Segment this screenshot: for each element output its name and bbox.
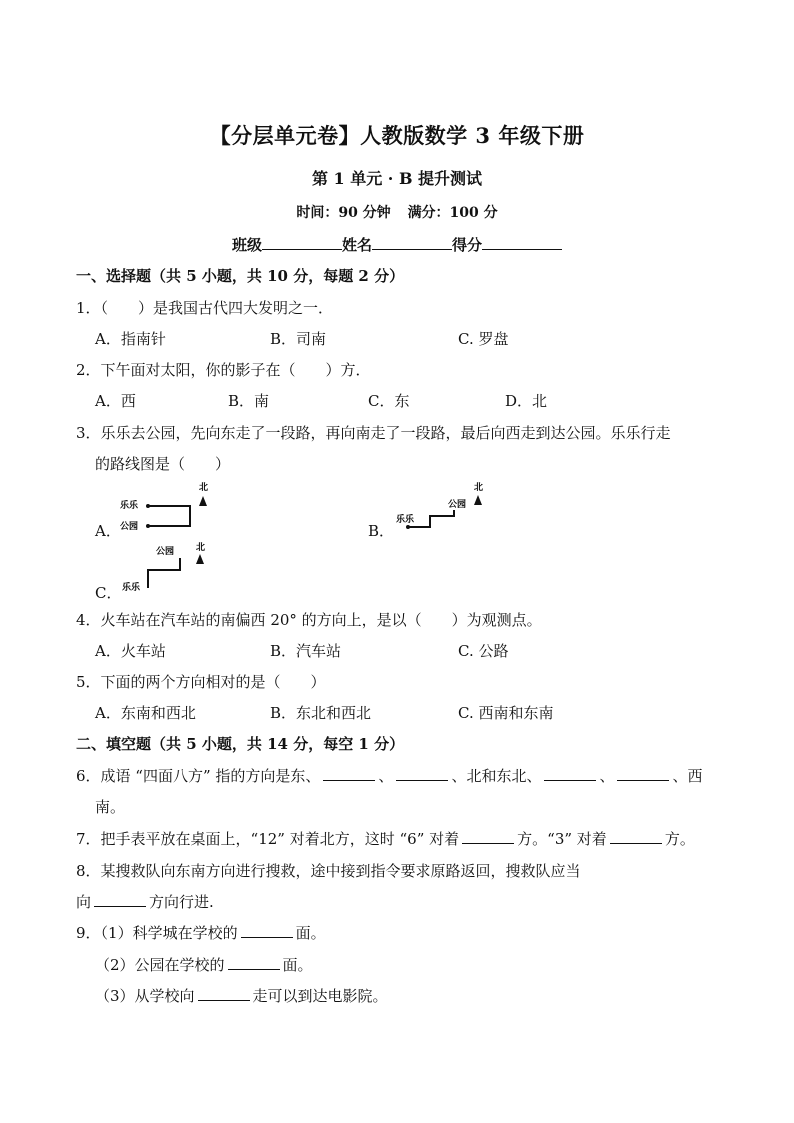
- exam-subtitle: 第 1 单元 · B 提升测试: [311, 169, 483, 188]
- q2-stem: 2．下午面对太阳，你的影子在（ ）方．: [76, 361, 371, 379]
- q6-blank-1[interactable]: [323, 766, 375, 781]
- name-blank[interactable]: [372, 234, 452, 250]
- q3a-north-arrow-icon: [199, 496, 207, 506]
- exam-title: 【分层单元卷】人教版数学 3 年级下册: [209, 123, 585, 148]
- q5-option-c[interactable]: C. 西南和东南: [458, 704, 554, 722]
- section-heading-choice: 一、选择题（共 5 小题，共 10 分，每题 2 分）: [76, 267, 405, 285]
- q3b-north-label: 北: [474, 483, 484, 493]
- score-label: 得分: [452, 236, 483, 254]
- q9-sub1-suffix: 面。: [295, 924, 326, 942]
- student-info-line: [0, 234, 794, 255]
- q1-option-c[interactable]: C. 罗盘: [458, 330, 509, 348]
- q9-sub3-prefix: （3）从学校向: [95, 987, 195, 1005]
- q3a-north-label: 北: [199, 483, 209, 493]
- q9-sub2-suffix: 面。: [282, 956, 313, 974]
- q7-blank-1[interactable]: [462, 829, 514, 844]
- q8-prefix: 向: [76, 893, 92, 911]
- q3a-lele-label: 乐乐: [120, 501, 139, 511]
- q9-sub2: [95, 954, 313, 975]
- q1-option-a[interactable]: A．指南针: [95, 330, 166, 348]
- class-label: 班级: [231, 236, 262, 254]
- q3b-lele-label: 乐乐: [396, 515, 415, 525]
- q3c-north-label: 北: [196, 543, 206, 553]
- q2-option-c[interactable]: C．东: [368, 392, 410, 410]
- q6-text-3: 、西: [672, 767, 703, 785]
- q3-stem-line2: 的路线图是（ ）: [95, 455, 231, 473]
- q3c-north-arrow-icon: [196, 554, 204, 564]
- full-score: 满分：100 分: [407, 205, 498, 221]
- q3a-route-line: [148, 506, 190, 526]
- q9-sub3-suffix: 走可以到达电影院。: [252, 987, 388, 1005]
- q3b-route-line: [408, 510, 454, 527]
- q9-blank-3[interactable]: [198, 986, 250, 1001]
- q8-line1: 8．某搜救队向东南方向进行搜救，途中接到指令要求原路返回，搜救队应当: [76, 862, 581, 880]
- q3-stem-line1: 3．乐乐去公园，先向东走了一段路，再向南走了一段路，最后向西走到达公园。乐乐行走: [76, 424, 671, 442]
- q3b-start-dot: [406, 525, 410, 529]
- class-blank[interactable]: [262, 234, 342, 250]
- q9-blank-1[interactable]: [241, 923, 293, 938]
- q7-blank-2[interactable]: [610, 829, 662, 844]
- q8-blank[interactable]: [94, 892, 146, 907]
- q8-line2: [76, 891, 214, 912]
- q6-line1: [76, 765, 702, 786]
- q4-option-b[interactable]: B．汽车站: [270, 642, 342, 660]
- q6-blank-3[interactable]: [544, 766, 596, 781]
- q3b-north-arrow-icon: [474, 495, 482, 505]
- q3-option-a-diagram[interactable]: [118, 478, 218, 536]
- q3-option-a-label[interactable]: A．: [95, 522, 121, 540]
- q3-option-c-label[interactable]: C．: [95, 584, 122, 602]
- score-blank[interactable]: [482, 234, 562, 250]
- q8-suffix: 方向行进.: [149, 893, 214, 911]
- q2-option-d[interactable]: D．北: [505, 392, 548, 410]
- q6-text-1: 6．成语 “四面八方” 指的方向是东、: [76, 767, 321, 785]
- section-heading-fill: 二、填空题（共 5 小题，共 14 分，每空 1 分）: [76, 735, 405, 753]
- q2-option-b[interactable]: B．南: [228, 392, 270, 410]
- q4-option-c[interactable]: C. 公路: [458, 642, 509, 660]
- q3a-start-dot: [146, 504, 150, 508]
- q3c-lele-label: 乐乐: [122, 583, 141, 593]
- q3c-route-line: [148, 558, 180, 588]
- q3a-end-dot: [146, 524, 150, 528]
- q7-line: [76, 828, 695, 849]
- q9-sub1: [76, 922, 326, 943]
- q5-stem: 5．下面的两个方向相对的是（ ）: [76, 673, 326, 691]
- q4-option-a[interactable]: A．火车站: [95, 642, 166, 660]
- q1-stem: 1．（ ）是我国古代四大发明之一．: [76, 299, 334, 317]
- q5-option-a[interactable]: A．东南和西北: [95, 704, 196, 722]
- name-label: 姓名: [341, 236, 372, 254]
- q3b-park-label: 公园: [448, 500, 467, 510]
- q3a-park-label: 公园: [120, 522, 139, 532]
- q6-text-2: 、北和东北、: [451, 767, 542, 785]
- q9-blank-2[interactable]: [228, 955, 280, 970]
- q6-blank-4[interactable]: [617, 766, 669, 781]
- q6-blank-2[interactable]: [396, 766, 448, 781]
- q3-option-c-diagram[interactable]: [118, 540, 218, 596]
- q7-text-3: 方。: [664, 830, 695, 848]
- q1-option-b[interactable]: B．司南: [270, 330, 327, 348]
- q9-sub2-prefix: （2）公园在学校的: [95, 956, 225, 974]
- q9-sub1-prefix: 9．（1）科学城在学校的: [76, 924, 238, 942]
- q3-option-b-label[interactable]: B．: [368, 522, 395, 540]
- q4-stem: 4．火车站在汽车站的南偏西 20° 的方向上，是以（ ）为观测点。: [76, 611, 542, 629]
- q7-text-1: 7．把手表平放在桌面上，“12” 对着北方，这时 “6” 对着: [76, 830, 460, 848]
- q3-option-b-diagram[interactable]: [394, 478, 494, 536]
- q6-line2: 南。: [95, 798, 126, 816]
- exam-meta: [0, 202, 794, 222]
- q5-option-b[interactable]: B．东北和西北: [270, 704, 372, 722]
- time-limit: 时间：90 分钟: [296, 205, 391, 221]
- q6-sep-2: 、: [599, 767, 615, 785]
- q9-sub3: [95, 985, 388, 1006]
- q7-text-2: 方。“3” 对着: [517, 830, 607, 848]
- q6-sep: 、: [378, 767, 394, 785]
- q3c-park-label: 公园: [156, 547, 175, 557]
- q2-option-a[interactable]: A．西: [95, 392, 136, 410]
